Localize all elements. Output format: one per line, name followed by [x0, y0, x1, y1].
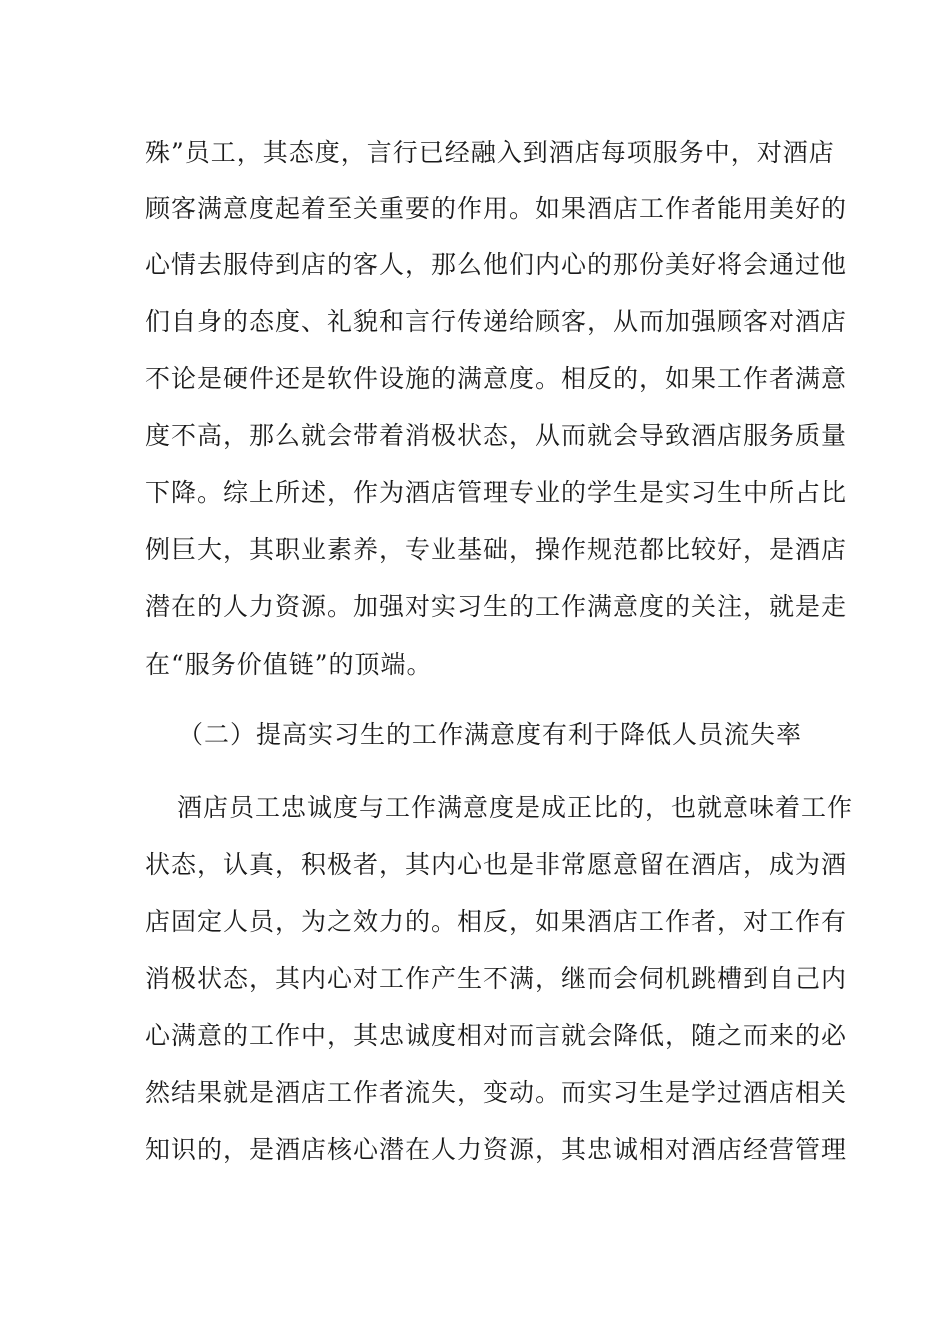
paragraph-line: 例巨大，其职业素养，专业基础，操作规范都比较好，是酒店	[145, 535, 848, 564]
paragraph-line: 状态，认真，积极者，其内心也是非常愿意留在酒店，成为酒	[145, 850, 848, 879]
paragraph-line: 们自身的态度、礼貌和言行传递给顾客，从而加强顾客对酒店	[145, 307, 848, 336]
paragraph-line: 然结果就是酒店工作者流失，变动。而实习生是学过酒店相关	[145, 1078, 848, 1107]
paragraph-line: 心满意的工作中，其忠诚度相对而言就会降低，随之而来的必	[145, 1021, 848, 1050]
paragraph-line: 在“服务价值链”的顶端。	[145, 650, 433, 679]
section-heading: （二）提高实习生的工作满意度有利于降低人员流失率	[178, 720, 803, 749]
paragraph-line: 酒店员工忠诚度与工作满意度是成正比的，也就意味着工作	[177, 793, 854, 822]
paragraph-line: 潜在的人力资源。加强对实习生的工作满意度的关注，就是走	[145, 592, 848, 621]
paragraph-line: 殊”员工，其态度，言行已经融入到酒店每项服务中，对酒店	[145, 138, 835, 167]
paragraph-line: 度不高，那么就会带着消极状态，从而就会导致酒店服务质量	[145, 421, 848, 450]
paragraph-line: 顾客满意度起着至关重要的作用。如果酒店工作者能用美好的	[145, 194, 848, 223]
paragraph-line: 心情去服侍到店的客人，那么他们内心的那份美好将会通过他	[145, 250, 848, 279]
paragraph-line: 知识的，是酒店核心潜在人力资源，其忠诚相对酒店经营管理	[145, 1135, 848, 1164]
paragraph-line: 下降。综上所述，作为酒店管理专业的学生是实习生中所占比	[145, 478, 848, 507]
paragraph-line: 店固定人员，为之效力的。相反，如果酒店工作者，对工作有	[145, 907, 848, 936]
paragraph-line: 消极状态，其内心对工作产生不满，继而会伺机跳槽到自己内	[145, 964, 848, 993]
paragraph-line: 不论是硬件还是软件设施的满意度。相反的，如果工作者满意	[145, 364, 848, 393]
